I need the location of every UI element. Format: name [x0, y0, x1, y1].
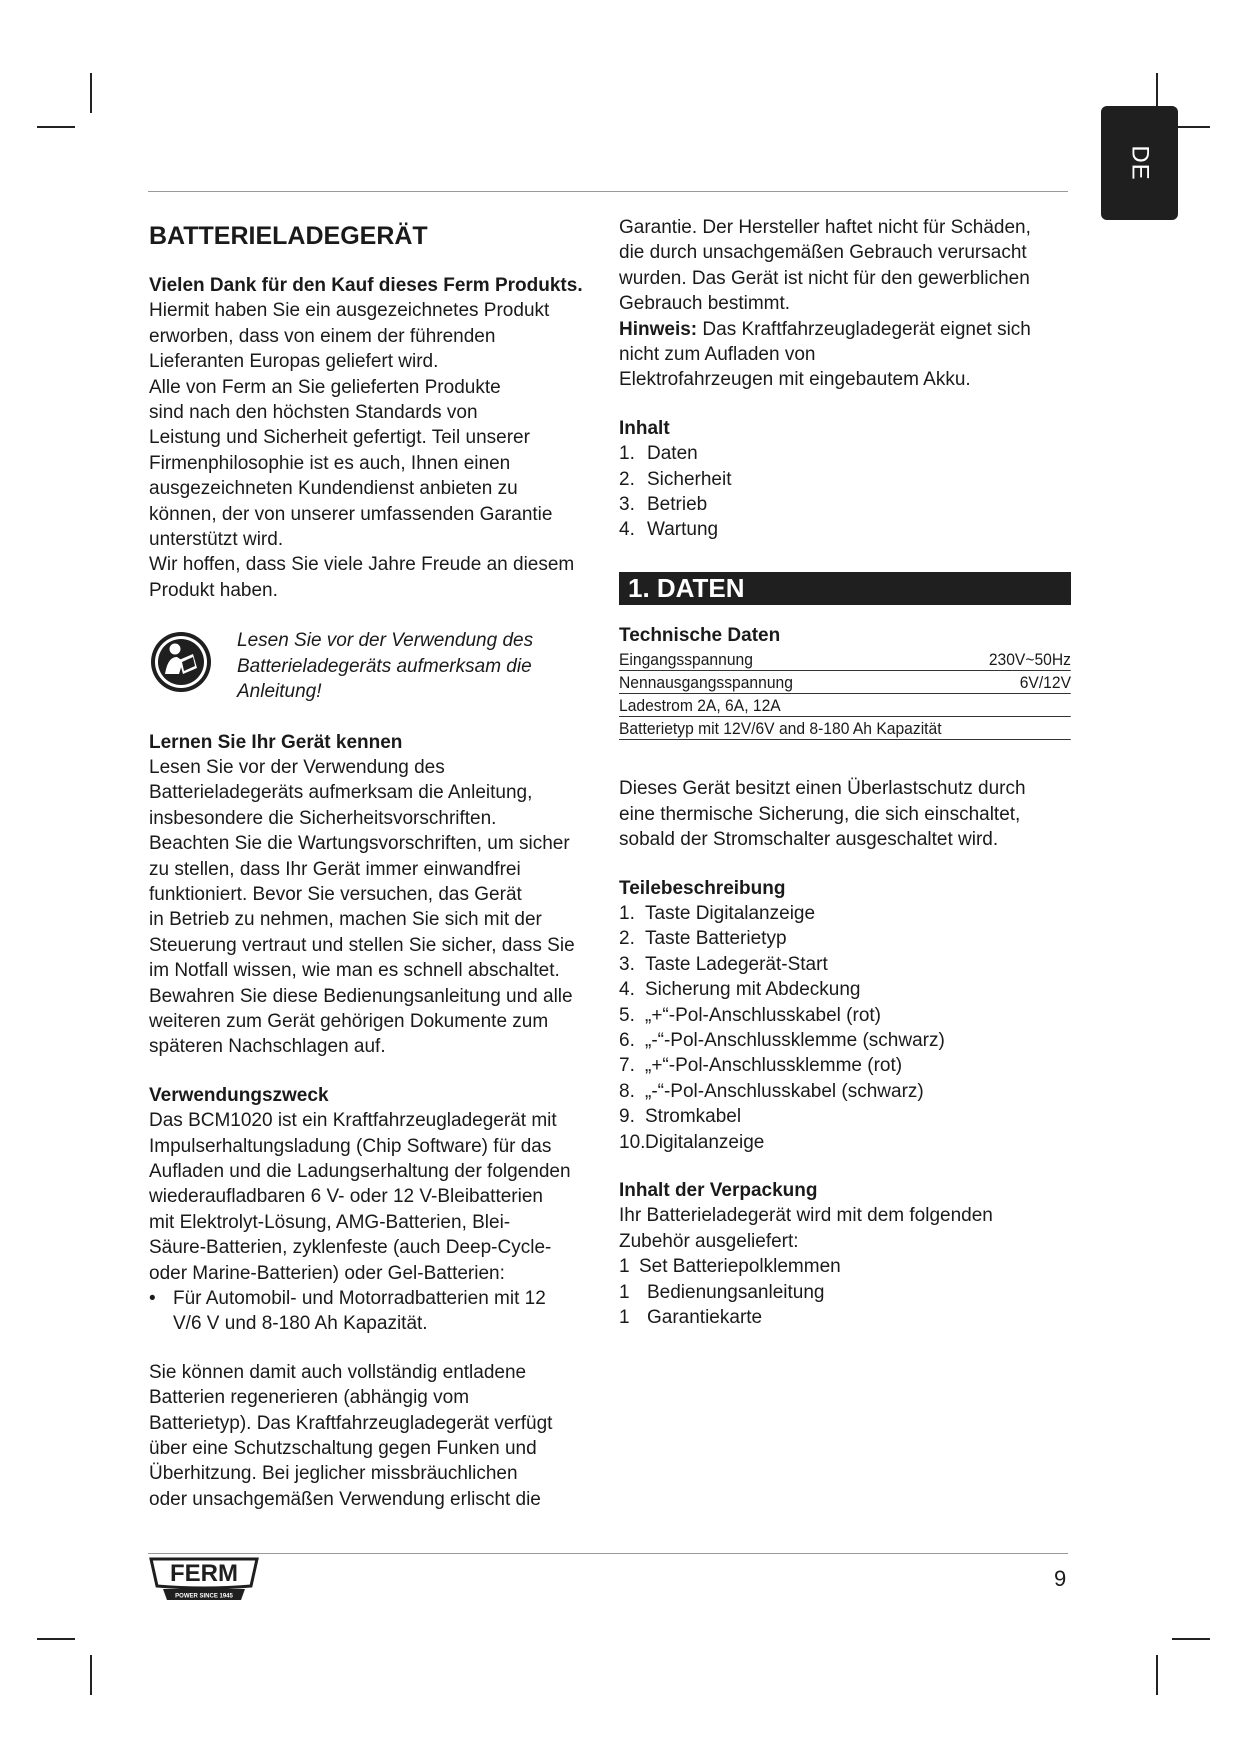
text-line: Elektrofahrzeugen mit eingebautem Akku. [619, 369, 971, 391]
text-line: Garantie. Der Hersteller haftet nicht für Schäden, [619, 217, 1031, 238]
list-item [619, 901, 1071, 926]
item-count: 1 [619, 1256, 630, 1278]
header-rule [148, 191, 1068, 192]
read-manual-notice [149, 628, 609, 704]
contents-heading: Inhalt [619, 417, 670, 439]
tech-data-heading: Technische Daten [619, 624, 781, 646]
read-manual-icon [149, 630, 213, 694]
table-row [619, 671, 1071, 694]
crop-mark [1172, 1638, 1210, 1640]
hint-label: Hinweis: [619, 318, 698, 340]
know-device-paragraph [149, 755, 609, 1060]
item-number: 4. [619, 519, 635, 541]
text-line: im Notfall wissen, wie man es schnell abschaltet. [149, 960, 560, 982]
text-line: Bewahren Sie diese Bedienungsanleitung und alle [149, 985, 573, 1007]
text-line: oder unsachgemäßen Verwendung erlischt die [149, 1488, 541, 1510]
item-number: 4. [619, 979, 635, 1001]
crop-mark [37, 1638, 75, 1640]
text-line: Steuerung vertraut und stellen Sie sicher, dass Sie [149, 934, 575, 956]
spec-label: Ladestrom 2A, 6A, 12A [619, 696, 781, 716]
text-line: Dieses Gerät besitzt einen Überlastschutz durch [619, 778, 1026, 800]
list-item [619, 441, 1071, 466]
intended-use-heading: Verwendungszweck [149, 1084, 329, 1106]
overload-paragraph [619, 776, 1071, 852]
item-number: 1. [619, 902, 635, 924]
item-text: „-“-Pol-Anschlusskabel (schwarz) [645, 1080, 924, 1102]
text-line: eine thermische Sicherung, die sich einschaltet, [619, 803, 1021, 825]
spec-table [619, 648, 1071, 740]
list-item [619, 1254, 1071, 1279]
text-line: Beachten Sie die Wartungsvorschriften, um sicher [149, 833, 570, 855]
item-number: 7. [619, 1055, 635, 1077]
spec-label: Eingangsspannung [619, 650, 753, 670]
item-text: Taste Ladegerät-Start [645, 953, 828, 975]
logo-text: FERM [170, 1560, 238, 1587]
text-line: insbesondere die Sicherheitsvorschriften. [149, 807, 497, 829]
item-text: Bedienungsanleitung [647, 1281, 825, 1303]
left-column [149, 215, 609, 1512]
page-title: BATTERIELADEGERÄT [149, 222, 428, 250]
list-item [619, 952, 1071, 977]
text-line: Hiermit haben Sie ein ausgezeichnetes Produkt [149, 300, 550, 322]
text-line: Säure-Batterien, zyklenfeste (auch Deep-Cycle- [149, 1237, 552, 1259]
item-text: Stromkabel [645, 1106, 742, 1128]
text-line: unterstützt wird. [149, 529, 284, 551]
item-text: Digitalanzeige [645, 1131, 765, 1153]
text-line: sind nach den höchsten Standards von [149, 402, 478, 424]
text-line: Wir hoffen, dass Sie viele Jahre Freude an diesem [149, 554, 575, 576]
list-item [619, 977, 1071, 1002]
spec-value: 6V/12V [1019, 673, 1072, 693]
item-text: Wartung [647, 519, 719, 541]
text-line: funktioniert. Bevor Sie versuchen, das Gerät [149, 883, 522, 905]
text-line: Aufladen und die Ladungserhaltung der folgenden [149, 1161, 571, 1182]
text-line: Batterien regenerieren (abhängig vom [149, 1387, 470, 1409]
text-line: Gebrauch bestimmt. [619, 293, 791, 315]
text-line: wurden. Das Gerät ist nicht für den gewerblichen [619, 267, 1030, 289]
crop-mark [90, 73, 92, 113]
text-line: Lesen Sie vor der Verwendung des [149, 756, 445, 778]
item-text: Taste Batterietyp [645, 928, 787, 950]
crop-mark [37, 126, 75, 128]
item-number: 2. [619, 468, 635, 490]
text-line: Batterietyp). Das Kraftfahrzeugladegerät verfügt [149, 1412, 553, 1434]
list-item [619, 1305, 1071, 1330]
text-line: mit Elektrolyt-Lösung, AMG-Batterien, Blei- [149, 1211, 511, 1233]
language-tab [1101, 106, 1178, 220]
list-item [619, 1028, 1071, 1053]
text-line: können, der von unserer umfassenden Garantie [149, 503, 553, 525]
text-line: oder Marine-Batterien) oder Gel-Batterien: [149, 1262, 505, 1284]
crop-mark [90, 1655, 92, 1695]
right-column [619, 215, 1071, 1330]
text-line: Batterieladegeräts aufmerksam die Anleitung, [149, 782, 533, 804]
package-paragraph [619, 1203, 1071, 1254]
text-line: erworben, dass von einem der führenden [149, 325, 496, 347]
list-item [619, 1079, 1071, 1104]
intro-paragraph [149, 298, 609, 603]
text-line: späteren Nachschlagen auf. [149, 1036, 386, 1058]
text-line: wiederaufladbaren 6 V- oder 12 V-Bleibatterien [149, 1186, 543, 1208]
contents-list [619, 441, 1071, 543]
language-tab-label: DE [1126, 145, 1154, 181]
item-number: 3. [619, 953, 635, 975]
list-item [149, 1311, 609, 1336]
list-item [619, 492, 1071, 517]
text-line: Sie können damit auch vollständig entladene [149, 1361, 527, 1383]
item-number: 1. [619, 443, 635, 465]
item-text: Set Batteriepolklemmen [639, 1256, 841, 1278]
text-line: Überhitzung. Bei jeglicher missbräuchlichen [149, 1463, 518, 1485]
item-text: Sicherung mit Abdeckung [645, 979, 861, 1001]
list-item [619, 517, 1071, 542]
section-title-bar: 1. DATEN [619, 572, 1071, 605]
list-item [619, 926, 1071, 951]
spec-value: 230V~50Hz [988, 650, 1072, 670]
regenerate-paragraph [149, 1360, 609, 1512]
item-number: 9. [619, 1106, 635, 1128]
text-line: zu stellen, dass Ihr Gerät immer einwandfrei [149, 858, 521, 880]
notice-text [231, 628, 533, 704]
text-line: Ihr Batterieladegerät wird mit dem folgenden [619, 1205, 993, 1227]
warranty-paragraph [619, 215, 1071, 393]
table-row [619, 648, 1071, 671]
text-line: über eine Schutzschaltung gegen Funken und [149, 1438, 537, 1460]
text-line: Lesen Sie vor der Verwendung des [237, 630, 534, 652]
crop-mark [1156, 1655, 1158, 1695]
item-text: „+“-Pol-Anschlusskabel (rot) [645, 1004, 881, 1026]
parts-list [619, 901, 1071, 1155]
item-count: 1 [619, 1281, 630, 1303]
list-item [619, 1280, 1071, 1305]
item-text: „-“-Pol-Anschlussklemme (schwarz) [645, 1029, 945, 1051]
item-text: Daten [647, 443, 698, 465]
item-text: Sicherheit [647, 468, 732, 490]
text-line: Impulserhaltungsladung (Chip Software) für das [149, 1135, 552, 1157]
text-line: Das BCM1020 ist ein Kraftfahrzeugladegerät mit [149, 1110, 557, 1132]
bullet-list [149, 1286, 609, 1337]
text-line: Für Automobil- und Motorradbatterien mit 12 [173, 1288, 546, 1310]
text-line: Firmenphilosophie ist es auch, Ihnen einen [149, 452, 511, 474]
text-line: V/6 V und 8-180 Ah Kapazität. [173, 1313, 428, 1335]
item-text: „+“-Pol-Anschlussklemme (rot) [645, 1055, 903, 1077]
item-text: Garantiekarte [647, 1307, 763, 1328]
hint-line [619, 317, 1071, 342]
list-item [619, 1053, 1071, 1078]
item-number: 10. [619, 1131, 646, 1153]
text-line: die durch unsachgemäßen Gebrauch verursacht [619, 242, 1027, 264]
text-line: Zubehör ausgeliefert: [619, 1230, 799, 1252]
package-heading: Inhalt der Verpackung [619, 1179, 818, 1201]
list-item [619, 1003, 1071, 1028]
text-line: Produkt haben. [149, 579, 278, 601]
item-number: 6. [619, 1029, 635, 1051]
item-count: 1 [619, 1307, 630, 1328]
page-number: 9 [1054, 1566, 1067, 1591]
package-list [619, 1254, 1071, 1330]
text-line: weiteren zum Gerät gehörigen Dokumente zum [149, 1010, 549, 1032]
item-text: Taste Digitalanzeige [645, 902, 816, 924]
list-item [619, 467, 1071, 492]
text-line: ausgezeichneten Kundendienst anbieten zu [149, 478, 518, 500]
list-item [149, 1286, 609, 1311]
parts-heading: Teilebeschreibung [619, 877, 786, 899]
footer-rule [148, 1553, 1068, 1554]
item-number: 8. [619, 1080, 635, 1102]
text-line: Batterieladegeräts aufmerksam die [237, 655, 532, 677]
text-line: Lieferanten Europas geliefert wird. [149, 351, 439, 373]
item-number: 3. [619, 494, 635, 516]
item-number: 2. [619, 928, 635, 950]
table-row [619, 694, 1071, 717]
intended-use-paragraph [149, 1108, 609, 1286]
list-item [619, 1130, 1071, 1155]
logo-tagline: POWER SINCE 1945 [175, 1593, 233, 1600]
text-line: in Betrieb zu nehmen, machen Sie sich mit der [149, 909, 542, 931]
text-line: Leistung und Sicherheit gefertigt. Teil unserer [149, 427, 530, 449]
text-line: Alle von Ferm an Sie gelieferten Produkte [149, 376, 501, 398]
text-line: nicht zum Aufladen von [619, 344, 816, 366]
item-text: Betrieb [647, 494, 708, 516]
spec-label: Batterietyp mit 12V/6V and 8-180 Ah Kapazität [619, 719, 942, 739]
hint-text: Das Kraftfahrzeugladegerät eignet sich [697, 318, 1031, 340]
item-number: 5. [619, 1004, 635, 1026]
bullet-marker: • [149, 1288, 156, 1310]
list-item [619, 1104, 1071, 1129]
text-line: Anleitung! [237, 681, 322, 703]
text-line: sobald der Stromschalter ausgeschaltet wird. [619, 829, 999, 851]
know-device-heading: Lernen Sie Ihr Gerät kennen [149, 731, 403, 753]
ferm-logo [149, 1556, 259, 1604]
spec-label: Nennausgangsspannung [619, 673, 793, 693]
thanks-heading: Vielen Dank für den Kauf dieses Ferm Produkts. [149, 275, 583, 296]
table-row [619, 717, 1071, 740]
